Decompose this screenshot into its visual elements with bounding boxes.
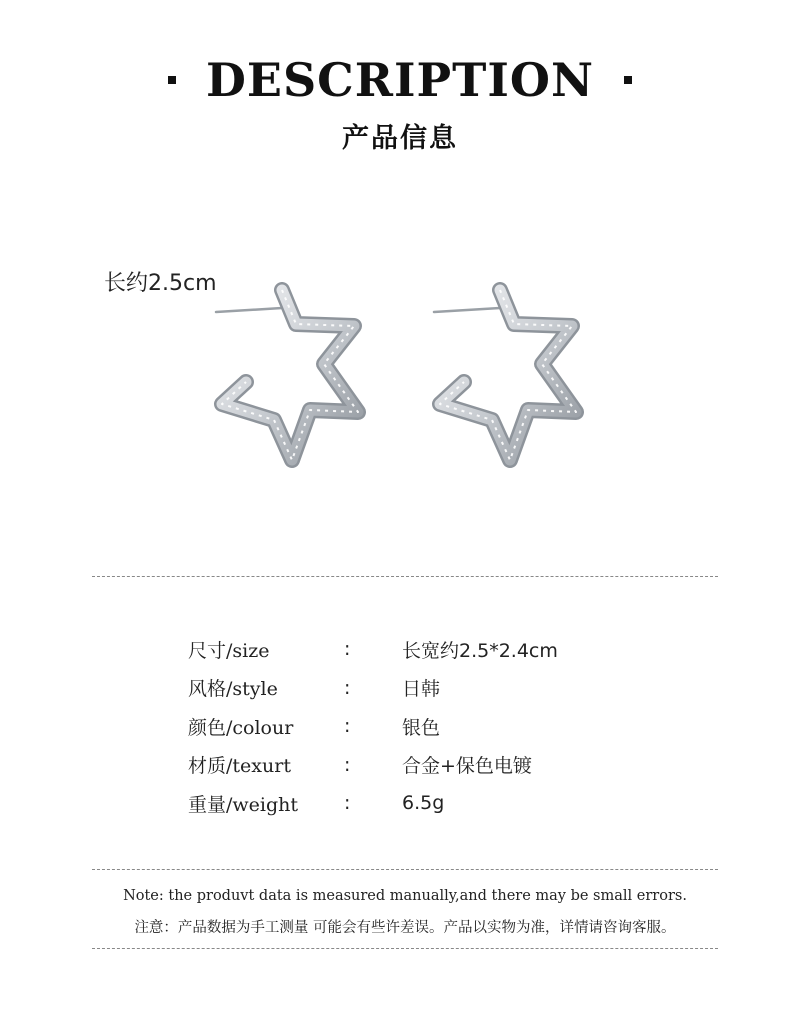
divider: [92, 948, 718, 949]
page-subtitle: 产品信息: [342, 123, 458, 154]
spec-value: 长宽约2.5*2.4cm: [402, 639, 558, 662]
length-label: 长约2.5cm: [104, 271, 217, 296]
note-chinese: 注意：产品数据为手工测量 可能会有些许差误。产品以实物为准，详情请咨询客服。: [134, 920, 676, 936]
star-hoop-earring-icon: [212, 282, 412, 482]
spec-table: [188, 630, 558, 823]
spec-separator: :: [344, 792, 351, 815]
star-hoop-earring-icon: [430, 282, 630, 482]
spec-separator: :: [344, 753, 351, 776]
bullet-dot-icon: [168, 76, 176, 84]
spec-key: 重量/weight: [188, 793, 299, 816]
spec-row-style: [188, 669, 558, 708]
spec-separator: :: [344, 715, 351, 738]
spec-row-colour: [188, 707, 558, 746]
bullet-dot-icon: [624, 76, 632, 84]
spec-value: 银色: [402, 716, 441, 739]
divider: [92, 869, 718, 870]
spec-separator: :: [344, 638, 351, 661]
spec-value: 日韩: [402, 678, 441, 701]
spec-separator: :: [344, 676, 351, 699]
title-row: [0, 52, 800, 108]
spec-key: 风格/style: [188, 678, 278, 701]
spec-key: 尺寸/size: [188, 639, 270, 662]
spec-row-size: [188, 630, 558, 669]
divider: [92, 576, 718, 577]
note-english: Note: the produvt data is measured manually,and there may be small errors.: [123, 888, 687, 904]
spec-key: 材质/texurt: [188, 755, 291, 778]
spec-value: 6.5g: [402, 792, 445, 815]
page-title: DESCRIPTION: [206, 53, 594, 107]
spec-value: 合金+保色电镀: [402, 755, 532, 778]
spec-key: 颜色/colour: [188, 716, 294, 739]
spec-row-material: [188, 746, 558, 785]
spec-row-weight: [188, 784, 558, 823]
